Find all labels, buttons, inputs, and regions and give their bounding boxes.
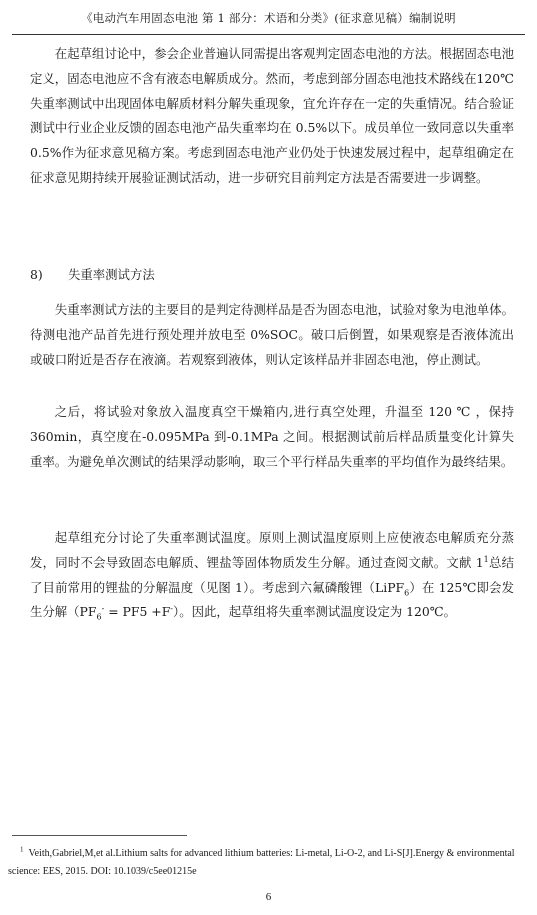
footnote-text: Veith,Gabriel,M,et al.Lithium salts for advanced lithium batteries: Li-metal, Li-O-2, and Li-S[J].Energy & environmental science: EES, 2015. DOI: 10.1039/c5ee01215e: [8, 848, 515, 877]
section-heading: [30, 263, 514, 288]
text-segment: 起草组充分讨论了失重率测试温度。原则上测试温度原则上应使液态电解质充分蒸发，同时不会导致固态电解质、锂盐等固体物质发生分解。通过查阅文献。文献 1: [30, 530, 514, 570]
footnote-ref[interactable]: 1: [483, 554, 489, 564]
paragraph-procedure: 之后，将试验对象放入温度真空干燥箱内,进行真空处理，升温至 120 ℃ ，保持360min，真空度在-0.095MPa 到-0.1MPa 之间。根据测试前后样品质量变化计算失重率。为避免单次测试的结果浮动影响，取三个平行样品失重率的平均值作为最终结果。: [30, 404, 514, 469]
footnote-mark: 1: [20, 845, 24, 854]
section-title: 失重率测试方法: [68, 267, 155, 282]
text-segment: = PF5 +F: [104, 604, 171, 620]
superscript: -: [101, 604, 105, 614]
header-rule: [12, 34, 525, 35]
text-segment: 总结了目前常用的锂盐的分解温度（见图 1）。考虑到六氟磷酸锂（LiPF: [30, 554, 515, 595]
superscript: -: [170, 604, 173, 614]
subscript: 6: [96, 612, 102, 622]
text-segment: ）在 125℃即会发生分解（PF: [30, 579, 514, 620]
subscript: 6: [404, 588, 410, 598]
page-number: 6: [265, 891, 272, 903]
footnote: [8, 845, 529, 881]
page-header: 《电动汽车用固态电池 第 1 部分：术语和分类》(征求意见稿）编制说明: [81, 11, 456, 25]
paragraph-discussion: 在起草组讨论中，参会企业普遍认同需提出客观判定固态电池的方法。根据固态电池定义，固态电池应不含有液态电解质成分。然而，考虑到部分固态电池技术路线在120℃失重率测试中出现固体电解质材料分解失重现象，宜允许存在一定的失重情况。结合验证测试中行业企业反馈的固态电池产品失重率均在 0.5%以下。成员单位一致同意以失重率 0.5%作为征求意见稿方案。考虑到固态电池产业仍处于快速发展过程中，起草组确定在征求意见期持续开展验证测试活动，进一步研究目前判定方法是否需要进一步调整。: [30, 46, 514, 185]
text-segment: ）。因此，起草组将失重率测试温度设定为 120℃。: [173, 604, 457, 620]
paragraph-temperature: [30, 526, 514, 625]
footnote-rule: [12, 835, 187, 836]
section-number: 8): [30, 267, 43, 282]
paragraph-method-purpose: 失重率测试方法的主要目的是判定待测样品是否为固态电池，试验对象为电池单体。待测电池产品首先进行预处理并放电至 0%SOC。破口后倒置，如果观察是否液体流出或破口附近是否存在液滴。若观察到液体，则认定该样品并非固态电池，停止测试。: [30, 302, 514, 367]
